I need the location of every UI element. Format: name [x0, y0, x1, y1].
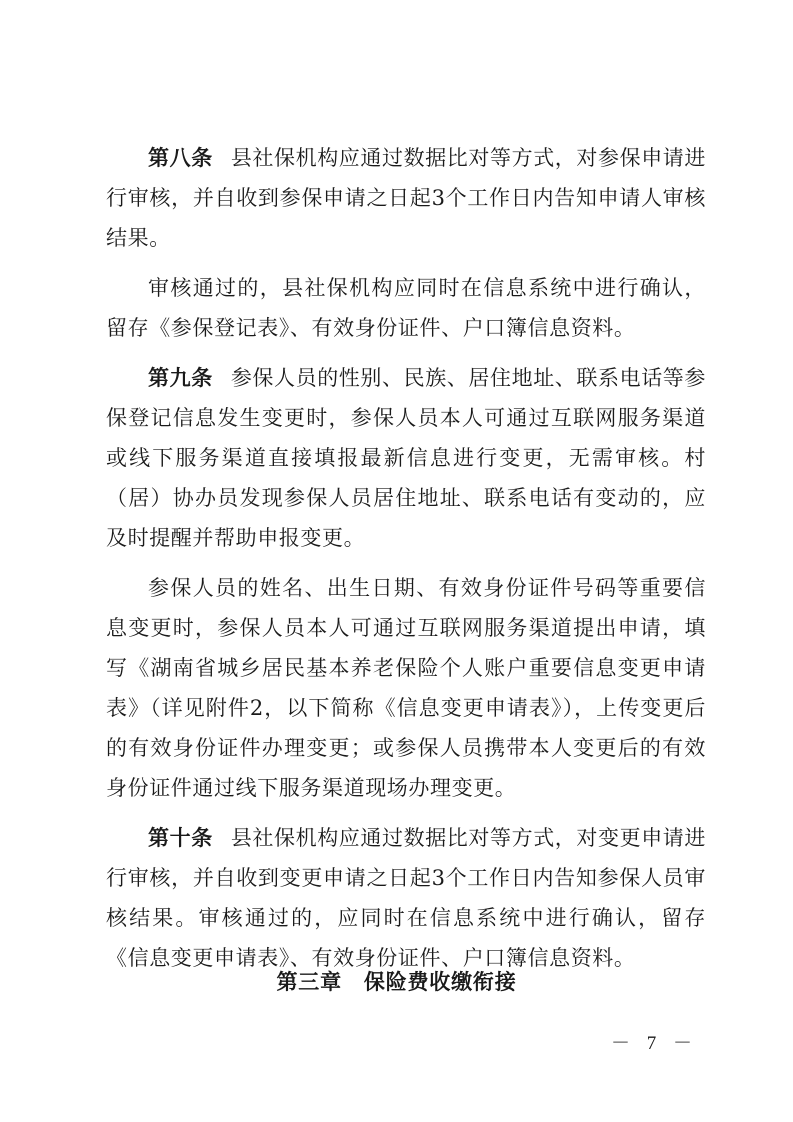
paragraph-text: 审核通过的，县社保机构应同时在信息系统中进行确认，留存《参保登记表》、有效身份证件、户口簿信息资料。	[106, 276, 706, 340]
paragraph-article-8	[106, 138, 706, 258]
paragraph-text: 县社保机构应通过数据比对等方式，对参保申请进行审核，并自收到参保申请之日起3个工作日内告知申请人审核结果。	[106, 146, 707, 250]
paragraph-article-8-cont	[106, 268, 706, 348]
paragraph-text: 参保人员的姓名、出生日期、有效身份证件号码等重要信息变更时，参保人员本人可通过互联网服务渠道提出申请，填写《湖南省城乡居民基本养老保险个人账户重要信息变更申请表》（详见附件2，以下简称《信息变更申请表》），上传变更后的有效身份证件办理变更；或参保人员携带本人变更后的有效身份证件通过线下服务渠道现场办理变更。	[106, 576, 706, 800]
page-number: － 7 －	[610, 1033, 698, 1054]
chapter-number: 第三章	[276, 970, 342, 994]
article-number: 第十条	[148, 826, 213, 850]
paragraph-article-9-cont	[106, 568, 706, 808]
article-number: 第八条	[148, 146, 213, 170]
paragraph-text: 县社保机构应通过数据比对等方式，对变更申请进行审核，并自收到变更申请之日起3个工作日内告知参保人员审核结果。审核通过的，应同时在信息系统中进行确认，留存《信息变更申请表》、有效身份证件、户口簿信息资料。	[106, 826, 707, 970]
paragraph-article-9	[106, 358, 706, 558]
chapter-heading	[0, 966, 793, 996]
paragraph-article-10	[106, 818, 706, 978]
document-body	[106, 138, 706, 988]
chapter-title: 保险费收缴衔接	[363, 970, 517, 994]
article-number: 第九条	[148, 366, 213, 390]
paragraph-text: 参保人员的性别、民族、居住地址、联系电话等参保登记信息发生变更时，参保人员本人可通过互联网服务渠道或线下服务渠道直接填报最新信息进行变更，无需审核。村（居）协办员发现参保人员居住地址、联系电话有变动的，应及时提醒并帮助申报变更。	[106, 366, 707, 550]
